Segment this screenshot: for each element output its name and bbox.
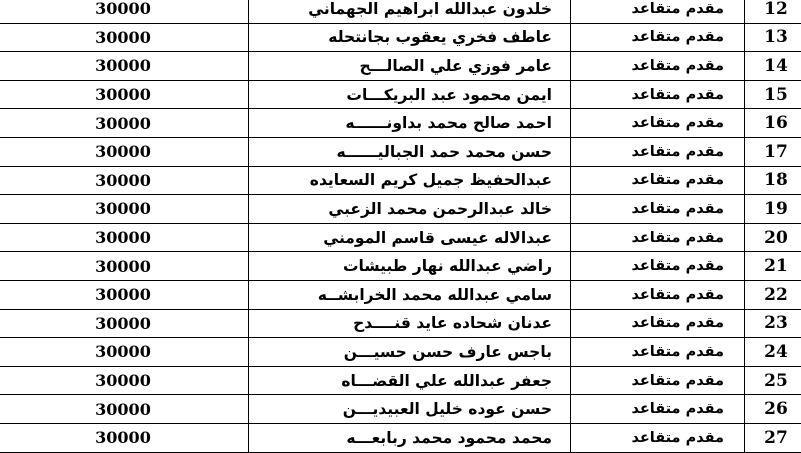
rank-cell: مقدم متقاعد [571, 80, 745, 109]
table-row [0, 109, 801, 138]
rank-cell: مقدم متقاعد [571, 366, 745, 395]
name-cell: حسن عوده خليل العبيديـــن [249, 395, 571, 424]
amount-cell: 30000 [0, 137, 249, 166]
name-cell: عامر فوزي علي الصالـــح [249, 52, 571, 81]
rank-cell: مقدم متقاعد [571, 137, 745, 166]
rank-cell: مقدم متقاعد [571, 395, 745, 424]
name-cell: راضي عبدالله نهار طبيشات [249, 252, 571, 281]
table-row [0, 52, 801, 81]
amount-cell: 30000 [0, 223, 249, 252]
row-number-cell: 19 [745, 195, 801, 224]
amount-cell: 30000 [0, 309, 249, 338]
rank-cell: مقدم متقاعد [571, 0, 745, 23]
name-cell: باجس عارف حسن حسيـــن [249, 338, 571, 367]
rank-cell: مقدم متقاعد [571, 252, 745, 281]
amount-cell: 30000 [0, 280, 249, 309]
table-row [0, 195, 801, 224]
rank-cell: مقدم متقاعد [571, 195, 745, 224]
rank-cell: مقدم متقاعد [571, 223, 745, 252]
amount-cell: 30000 [0, 0, 249, 23]
name-cell: محمد محمود محمد ربابعـــه [249, 423, 571, 452]
row-number-cell: 24 [745, 338, 801, 367]
table-row [0, 366, 801, 395]
table-row [0, 338, 801, 367]
row-number-cell: 17 [745, 137, 801, 166]
row-number-cell: 13 [745, 23, 801, 52]
name-cell: عدنان شحاده عايد قنــــدح [249, 309, 571, 338]
row-number-cell: 21 [745, 252, 801, 281]
row-number-cell: 26 [745, 395, 801, 424]
table-row [0, 23, 801, 52]
table-row [0, 0, 801, 23]
table-row [0, 80, 801, 109]
amount-cell: 30000 [0, 23, 249, 52]
name-cell: عبدالاله عيسى قاسم المومني [249, 223, 571, 252]
name-cell: جعفر عبدالله علي القضـــاه [249, 366, 571, 395]
table-row [0, 166, 801, 195]
rank-cell: مقدم متقاعد [571, 280, 745, 309]
row-number-cell: 20 [745, 223, 801, 252]
amount-cell: 30000 [0, 423, 249, 452]
table-row [0, 223, 801, 252]
rank-cell: مقدم متقاعد [571, 309, 745, 338]
amount-cell: 30000 [0, 195, 249, 224]
row-number-cell: 14 [745, 52, 801, 81]
amount-cell: 30000 [0, 52, 249, 81]
name-cell: احمد صالح محمد بداونــــــه [249, 109, 571, 138]
amount-cell: 30000 [0, 80, 249, 109]
name-cell: عبدالحفيظ جميل كريم السعايده [249, 166, 571, 195]
amount-cell: 30000 [0, 252, 249, 281]
name-cell: خلدون عبدالله ابراهيم الجهماني [249, 0, 571, 23]
rank-cell: مقدم متقاعد [571, 52, 745, 81]
amount-cell: 30000 [0, 338, 249, 367]
name-cell: سامي عبدالله محمد الخرابشــه [249, 280, 571, 309]
table-row [0, 252, 801, 281]
rank-cell: مقدم متقاعد [571, 338, 745, 367]
row-number-cell: 27 [745, 423, 801, 452]
table-row [0, 137, 801, 166]
table-row [0, 309, 801, 338]
row-number-cell: 16 [745, 109, 801, 138]
rank-cell: مقدم متقاعد [571, 166, 745, 195]
table-row [0, 395, 801, 424]
amount-cell: 30000 [0, 366, 249, 395]
amount-cell: 30000 [0, 166, 249, 195]
name-cell: عاطف فخري يعقوب بجانتحله [249, 23, 571, 52]
rank-cell: مقدم متقاعد [571, 109, 745, 138]
row-number-cell: 12 [745, 0, 801, 23]
table-row [0, 423, 801, 452]
name-cell: خالد عبدالرحمن محمد الزعبي [249, 195, 571, 224]
amount-cell: 30000 [0, 109, 249, 138]
table-row [0, 280, 801, 309]
name-cell: حسن محمد حمد الجباليــــــه [249, 137, 571, 166]
row-number-cell: 15 [745, 80, 801, 109]
name-cell: ايمن محمود عبد البريكـــات [249, 80, 571, 109]
row-number-cell: 23 [745, 309, 801, 338]
rank-cell: مقدم متقاعد [571, 23, 745, 52]
row-number-cell: 25 [745, 366, 801, 395]
rank-cell: مقدم متقاعد [571, 423, 745, 452]
row-number-cell: 22 [745, 280, 801, 309]
amount-cell: 30000 [0, 395, 249, 424]
row-number-cell: 18 [745, 166, 801, 195]
